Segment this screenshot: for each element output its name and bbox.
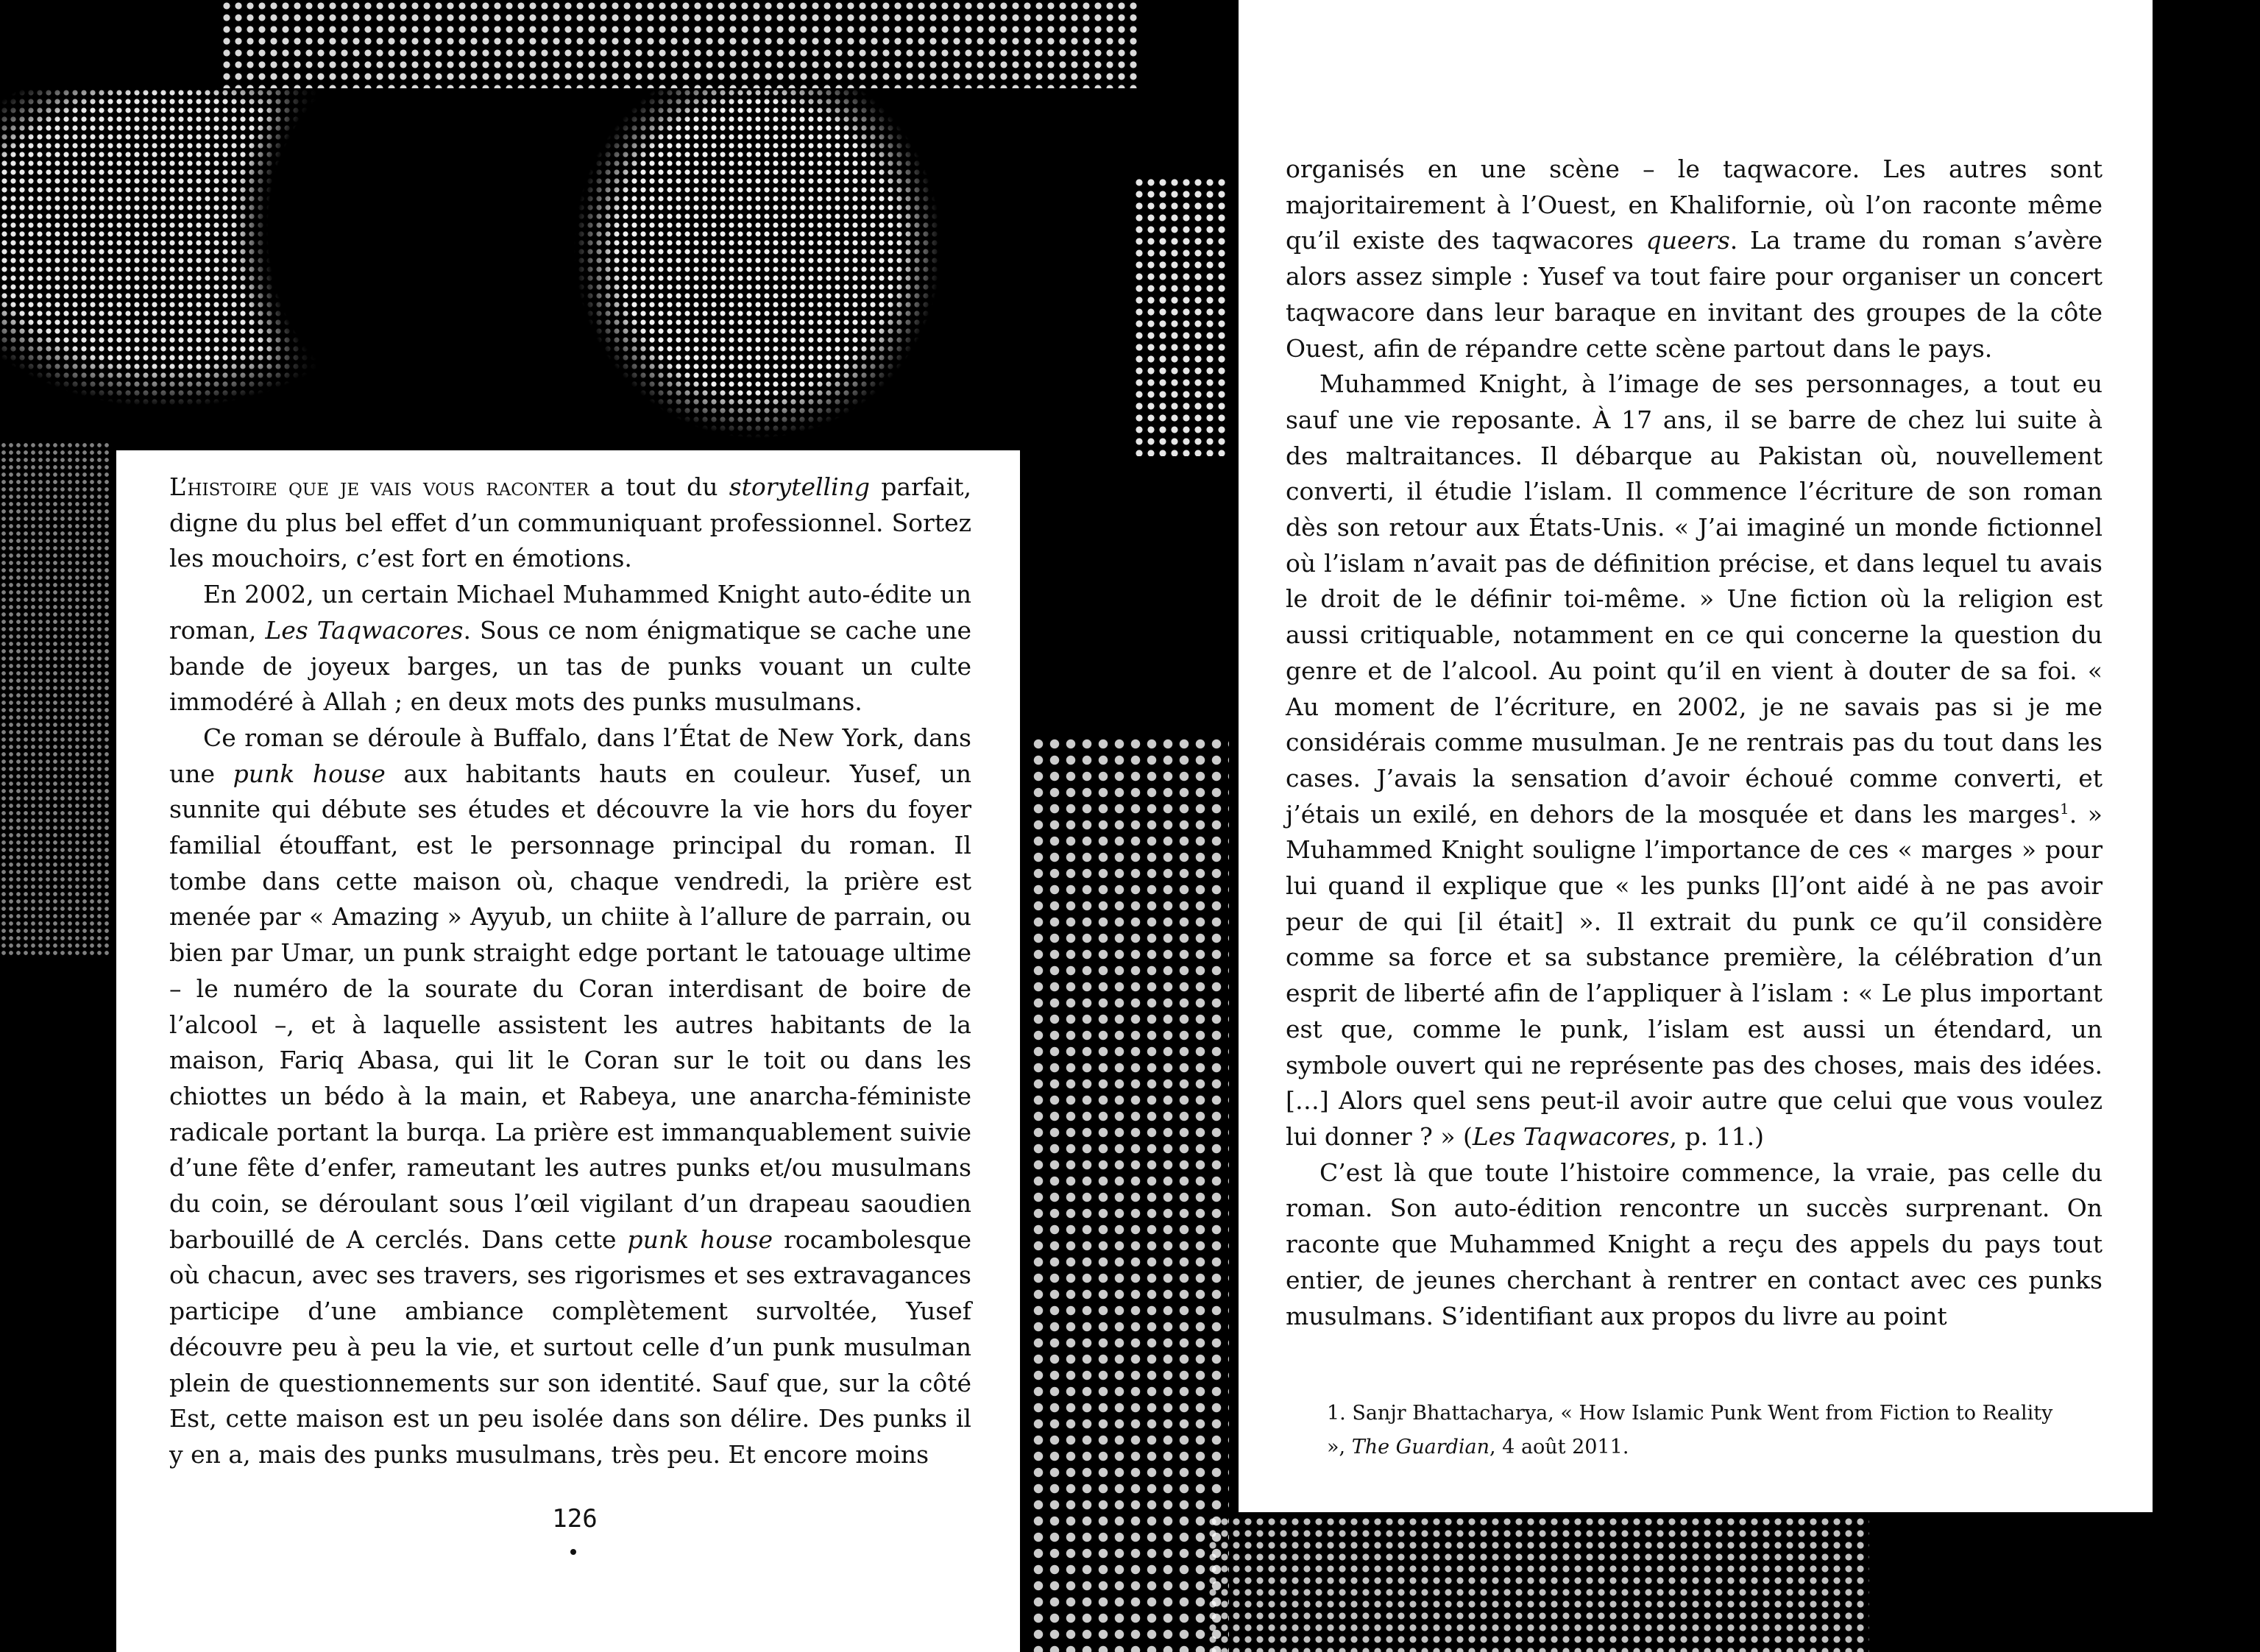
halftone-pattern-top bbox=[221, 0, 1141, 88]
paragraph-2 bbox=[169, 577, 971, 720]
italic-run: queers bbox=[1646, 226, 1730, 255]
italic-run: Les Taqwacores bbox=[265, 615, 464, 645]
text-run: parfait, digne du plus bel effet d’un communiquant professionnel. Sortez les mouchoirs, c’est fort en émotions. bbox=[169, 472, 972, 573]
footnote-source: The Guardian bbox=[1351, 1436, 1490, 1458]
footnote-marker[interactable]: 1 bbox=[2059, 799, 2069, 818]
paragraph-5 bbox=[1286, 1155, 2103, 1335]
text-run: organisés en une scène – le taqwacore. Les autres sont majoritairement à l’Ouest, en Khalifornie, où l’on raconte même qu’il existe des taqwacores bbox=[1286, 155, 2103, 255]
halftone-photo bbox=[0, 88, 1126, 442]
text-run: , p. 11.) bbox=[1669, 1121, 1764, 1151]
text-run: En 2002, un certain Michael Muhammed Knight auto-édite un roman, bbox=[169, 580, 971, 645]
left-page bbox=[116, 450, 1020, 1652]
halftone-face-right bbox=[559, 88, 1126, 442]
italic-run: Les Taqwacores bbox=[1472, 1121, 1670, 1151]
halftone-pattern-center-column bbox=[1030, 736, 1229, 1652]
italic-run: storytelling bbox=[729, 472, 871, 501]
right-page-body bbox=[1286, 152, 2103, 1334]
paragraph-continued bbox=[1286, 152, 2103, 366]
footnote bbox=[1327, 1397, 2063, 1464]
paragraph-3 bbox=[169, 720, 971, 1473]
text-run: aux habitants hauts en couleur. Yusef, un sunnite qui débute ses études et découvre la vie hors du foyer familial étouffant, est le personnage principal du roman. Il tombe dans cette maison où, chaque vendredi, la prière est menée par « Amazing » Ayyub, un chiite à l’allure de parrain, ou bien par Umar, un punk straight edge portant le tatouage ultime – le numéro de la sourate du Coran interdisant de boire de l’alcool –, et à laquelle assistent les autres habitants de la maison, Fariq Abasa, qui lit le Coran sur le toit ou dans les chiottes un bédo à la main, et Rabeya, une anarcha-féministe radicale portant la burqa. La prière est immanquablement suivie d’une fête d’enfer, rameutant les autres punks et/ou musulmans du coin, se déroulant sous l’œil vigilant d’un drapeau saoudien barbouillé de A cerclés. Dans cette bbox=[169, 759, 971, 1254]
text-run: rocambolesque où chacun, avec ses travers, ses rigorismes et ses extravagances participe d’une ambiance complètement survoltée, Yusef découvre peu à peu la vie, et surtout celle d’un punk musulman plein de questionnements sur son identité. Sauf que, sur la côté Est, cette maison est un peu isolée dans son délire. Des punks il y en a, mais des punks musulmans, très peu. Et encore moins bbox=[169, 1224, 971, 1469]
text-run: . La trame du roman s’avère alors assez simple : Yusef va tout faire pour organiser un concert taqwacore dans leur baraque en invitant des groupes de la côte Ouest, afin de répandre cette scène partout dans le pays. bbox=[1286, 226, 2103, 363]
text-run: Ce roman se déroule à Buffalo, dans l’État de New York, dans une bbox=[169, 723, 971, 788]
paragraph-1 bbox=[169, 469, 971, 577]
lead-smallcaps: L’histoire que je vais vous raconter bbox=[169, 472, 589, 501]
left-page-body bbox=[169, 469, 971, 1473]
text-run: . Sous ce nom énigmatique se cache une bande de joyeux barges, un tas de punks vouant un culte immodéré à Allah ; en deux mots des punks musulmans. bbox=[169, 615, 971, 717]
halftone-pattern-bottom-right bbox=[1207, 1516, 1869, 1652]
italic-run: punk house bbox=[627, 1224, 773, 1254]
halftone-pattern-left-edge bbox=[0, 442, 110, 957]
text-run: a tout du bbox=[589, 472, 729, 501]
photo-shadow bbox=[177, 88, 633, 442]
text-run: Muhammed Knight, à l’image de ses personnages, a tout eu sauf une vie reposante. À 17 ans, il se barre de chez lui suite à des maltraitances. Il débarque au Pakistan où, nouvellement converti, il étudie l’islam. Il commence l’écriture de son roman dès son retour aux États-Unis. « J’ai imaginé un monde fictionnel où l’islam n’avait pas de définition précise, et dans lequel tu avais le droit de le définir toi-même. » Une fiction où la religion est aussi critiquable, notamment en ce qui concerne la question du genre et de l’alcool. Au point qu’il en vient à douter de sa foi. « Au moment de l’écriture, en 2002, je ne savais pas si je me considérais comme musulman. Je ne rentrais pas du tout dans les cases. J’avais la sensation d’avoir échoué comme converti, et j’étais un exilé, en dehors de la mosquée et dans les marges bbox=[1286, 369, 2103, 829]
italic-run: punk house bbox=[233, 759, 386, 788]
footnote-text: 1. Sanjr Bhattacharya, « How Islamic Punk Went from Fiction to Reality », bbox=[1327, 1402, 2053, 1458]
text-run: . » Muhammed Knight souligne l’importance de ces « marges » pour lui quand il explique que « les punks [l]’ont aidé à ne pas avoir peur de qui [il était] ». Il extrait du punk ce qu’il considère comme sa force et sa substance première, la célébration d’un esprit de liberté afin de l’appliquer à l’islam : « Le plus important est que, comme le punk, l’islam est aussi un étendard, un symbole ouvert qui ne représente pas des choses, mais des idées. […] Alors quel sens peut-il avoir autre que celui que vous voulez lui donner ? » ( bbox=[1286, 799, 2103, 1151]
page-number-dot bbox=[570, 1549, 576, 1555]
paragraph-4 bbox=[1286, 366, 2103, 1155]
right-page bbox=[1239, 0, 2153, 1512]
page-number: 126 bbox=[552, 1504, 598, 1534]
footnote-date: , 4 août 2011. bbox=[1489, 1436, 1629, 1458]
text-run: C’est là que toute l’histoire commence, la vraie, pas celle du roman. Son auto-édition rencontre un succès surprenant. On raconte que Muhammed Knight a reçu des appels du pays tout entier, de jeunes cherchant à rentrer en contact avec ces punks musulmans. S’identifiant aux propos du livre au point bbox=[1286, 1158, 2103, 1330]
halftone-pattern-center-upper bbox=[1133, 177, 1229, 456]
